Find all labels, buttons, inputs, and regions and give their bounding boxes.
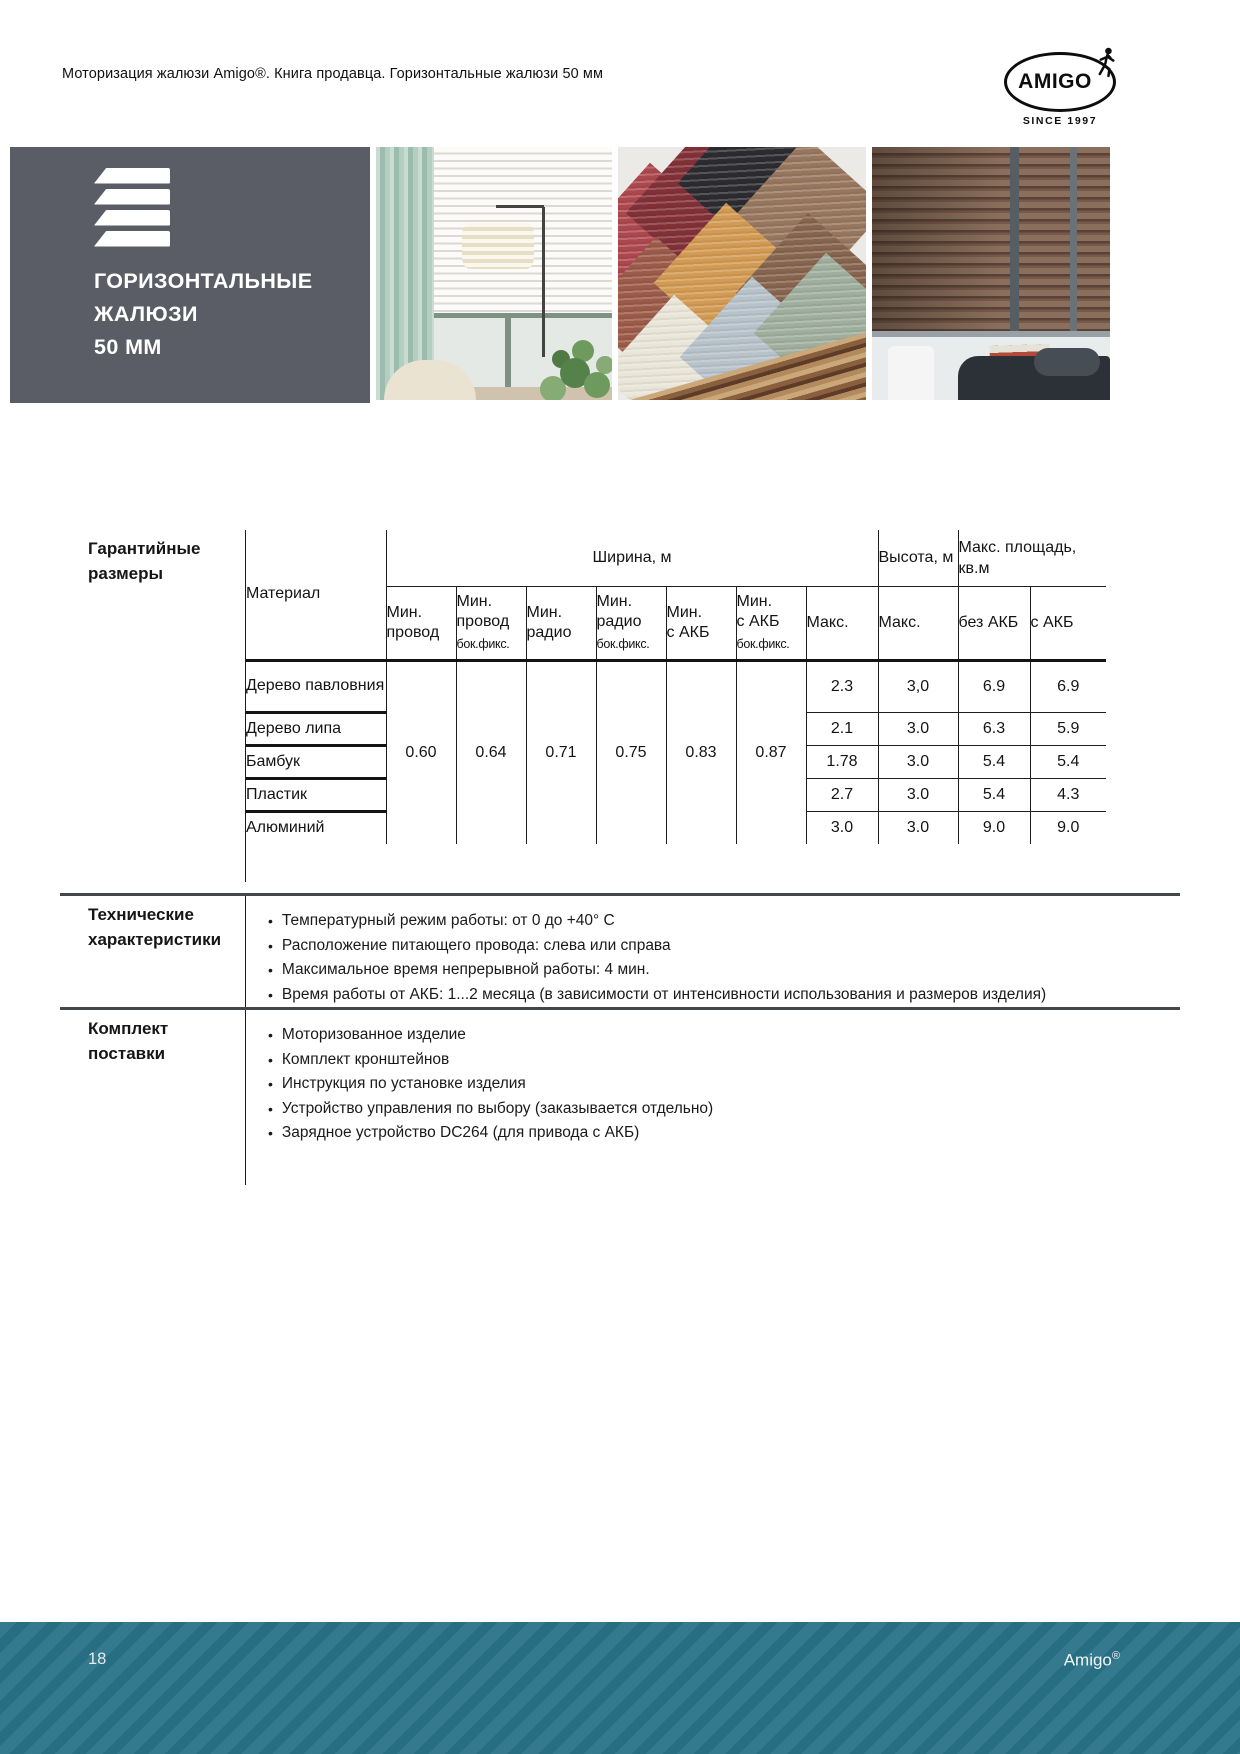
list-item-text: • Зарядное устройство DC264 (для привода с АКБ)	[281, 1124, 640, 1141]
spacer-cell	[666, 844, 736, 858]
lamp-arm	[496, 205, 544, 208]
section-label-line: размеры	[88, 564, 164, 583]
footer-brand	[1064, 1650, 1120, 1671]
column-header	[958, 586, 1030, 660]
material-cell: Бамбук	[246, 745, 386, 778]
spacer-cell	[596, 844, 666, 858]
header-line: с АКБ	[666, 623, 710, 641]
value-cell: 5.4	[958, 778, 1030, 811]
delivery-list	[246, 1010, 1180, 1146]
list-item	[268, 1023, 1180, 1048]
column-header	[736, 586, 806, 660]
value-cell: 1.78	[806, 745, 878, 778]
spacer-cell	[456, 844, 526, 858]
blind-slat	[94, 168, 170, 184]
banner-title-line: ГОРИЗОНТАЛЬНЫЕ	[94, 269, 313, 293]
registered-mark: ®	[1111, 1650, 1120, 1662]
value-cell: 4.3	[1030, 778, 1106, 811]
column-header	[456, 586, 526, 660]
section-label-line: характеристики	[88, 930, 222, 949]
logo-oval	[1004, 52, 1116, 112]
window-mullion	[1010, 147, 1019, 331]
blind-slat	[94, 189, 170, 205]
value-cell: 2.7	[806, 778, 878, 811]
logo-brand-text: AMIGO	[1018, 70, 1092, 93]
table-row	[246, 844, 1106, 858]
material-column-header: Материал	[246, 530, 386, 660]
value-cell: 5.4	[958, 745, 1030, 778]
runner-icon	[1096, 46, 1119, 84]
breadcrumb: Моторизация жалюзи Amigo®. Книга продавца. Горизонтальные жалюзи 50 мм	[62, 66, 604, 82]
material-cell: Дерево липа	[246, 712, 386, 745]
header-note: бок.фикс.	[736, 636, 790, 651]
list-item-text: • Расположение питающего провода: слева или справа	[281, 936, 671, 954]
section-label-technical	[60, 896, 245, 1007]
page-number: 18	[88, 1650, 107, 1668]
header-line: Макс.	[878, 613, 921, 631]
value-cell: 3.0	[806, 811, 878, 844]
lamp-shade	[462, 223, 534, 269]
column-header	[526, 586, 596, 660]
banner-title	[94, 265, 312, 364]
horizontal-blinds-icon	[94, 168, 170, 252]
column-header	[596, 586, 666, 660]
header-line: радио	[526, 623, 572, 641]
lamp-pole	[542, 207, 545, 357]
table-row	[246, 660, 1106, 712]
section-delivery-set	[60, 1007, 1180, 1185]
value-cell: 2.3	[806, 660, 878, 712]
spacer-cell	[736, 844, 806, 858]
min-value-cell: 0.75	[596, 660, 666, 844]
banner-title-line: ЖАЛЮЗИ	[94, 302, 198, 326]
spacer-cell	[386, 844, 456, 858]
plant	[584, 372, 610, 398]
list-item	[268, 1048, 1180, 1073]
warranty-sizes-body	[245, 530, 1180, 882]
header-line: с АКБ	[736, 612, 780, 630]
value-cell: 3.0	[878, 712, 958, 745]
value-cell: 3.0	[878, 811, 958, 844]
min-value-cell: 0.64	[456, 660, 526, 844]
section-label-delivery	[60, 1010, 245, 1185]
table-lamp	[888, 346, 934, 400]
logo-since-text: SINCE 1997	[1022, 115, 1098, 127]
list-item-text: • Максимальное время непрерывной работы: 4 мин.	[281, 961, 650, 978]
section-label-line: Технические	[88, 905, 194, 924]
column-header	[806, 586, 878, 660]
header-line: Мин.	[736, 592, 773, 610]
header-line: Мин.	[386, 603, 423, 621]
value-cell: 6.9	[958, 660, 1030, 712]
blind-slat	[94, 210, 170, 226]
header-line: с АКБ	[1030, 613, 1074, 631]
header-line: Мин.	[456, 592, 493, 610]
material-cell: Дерево павловния	[246, 660, 386, 712]
product-banner	[10, 147, 370, 403]
min-value-cell: 0.83	[666, 660, 736, 844]
warranty-sizes-table	[246, 530, 1106, 858]
list-item	[268, 1097, 1180, 1122]
header-line: Мин.	[666, 603, 703, 621]
group-header-height: Высота, м	[878, 530, 958, 586]
header-note: бок.фикс.	[596, 636, 650, 651]
value-cell: 6.3	[958, 712, 1030, 745]
banner-title-line: 50 ММ	[94, 335, 162, 359]
header-line: Макс.	[806, 613, 849, 631]
window-sill	[872, 331, 1110, 337]
spacer-cell	[806, 844, 878, 858]
section-label-line: Гарантийные	[88, 539, 201, 558]
header-line: без АКБ	[958, 613, 1019, 631]
blind-slat	[94, 231, 170, 247]
min-value-cell: 0.60	[386, 660, 456, 844]
technical-list	[246, 896, 1180, 1007]
group-header-area: Макс. площадь, кв.м	[958, 530, 1106, 586]
section-warranty-sizes	[60, 530, 1180, 882]
material-cell: Пластик	[246, 778, 386, 811]
column-header	[1030, 586, 1106, 660]
header-line: радио	[596, 612, 642, 630]
delivery-body	[245, 1010, 1180, 1185]
section-label-line: поставки	[88, 1044, 166, 1063]
page-footer	[0, 1622, 1240, 1754]
banner-row	[10, 147, 1230, 403]
section-label-line: Комплект	[88, 1019, 169, 1038]
column-header	[878, 586, 958, 660]
technical-body	[245, 896, 1180, 1007]
list-item	[268, 1121, 1180, 1146]
footer-brand-text: Amigo	[1063, 1650, 1112, 1670]
spacer-cell	[246, 844, 386, 858]
header-note: бок.фикс.	[456, 636, 510, 651]
list-item	[268, 1072, 1180, 1097]
list-item	[268, 909, 1180, 934]
amigo-logo	[1000, 52, 1120, 127]
value-cell: 6.9	[1030, 660, 1106, 712]
window-mullion	[1070, 147, 1077, 331]
list-item	[268, 983, 1180, 1008]
header-line: Мин.	[526, 603, 563, 621]
section-technical-characteristics	[60, 893, 1180, 1007]
group-header-width: Ширина, м	[386, 530, 878, 586]
value-cell: 9.0	[958, 811, 1030, 844]
value-cell: 3.0	[878, 778, 958, 811]
value-cell: 5.9	[1030, 712, 1106, 745]
min-value-cell: 0.87	[736, 660, 806, 844]
list-item	[268, 958, 1180, 983]
spacer-cell	[526, 844, 596, 858]
section-label-warranty-sizes	[60, 530, 245, 882]
table-row	[246, 530, 1106, 586]
material-cell: Алюминий	[246, 819, 325, 837]
value-cell: 5.4	[1030, 745, 1106, 778]
value-cell: 3.0	[878, 745, 958, 778]
value-cell: 2.1	[806, 712, 878, 745]
list-item-text: • Время работы от АКБ: 1...2 месяца (в зависимости от интенсивности использования и размеров изделия)	[281, 985, 1047, 1003]
column-header	[666, 586, 736, 660]
value-cell: 9.0	[1030, 811, 1106, 844]
list-item-text: • Температурный режим работы: от 0 до +40° С	[281, 912, 615, 929]
list-item-text: • Инструкция по установке изделия	[281, 1075, 526, 1092]
photo-ladder-tape-swatches	[618, 147, 866, 400]
header-line: провод	[456, 612, 510, 630]
list-item-text: • Комплект кронштейнов	[281, 1050, 450, 1068]
photo-interior-wood-blinds	[872, 147, 1110, 400]
spacer-cell	[878, 844, 958, 858]
spacer-cell	[1030, 844, 1106, 858]
value-cell: 3,0	[878, 660, 958, 712]
header-line: провод	[386, 623, 440, 641]
spacer-cell	[958, 844, 1030, 858]
column-header	[386, 586, 456, 660]
header-line: Мин.	[596, 592, 633, 610]
list-item	[268, 934, 1180, 959]
photo-interior-curtains	[376, 147, 612, 400]
min-value-cell: 0.71	[526, 660, 596, 844]
list-item-text: • Моторизованное изделие	[281, 1026, 466, 1043]
list-item-text: • Устройство управления по выбору (заказывается отдельно)	[281, 1099, 714, 1117]
sofa-pillow	[1034, 348, 1100, 376]
